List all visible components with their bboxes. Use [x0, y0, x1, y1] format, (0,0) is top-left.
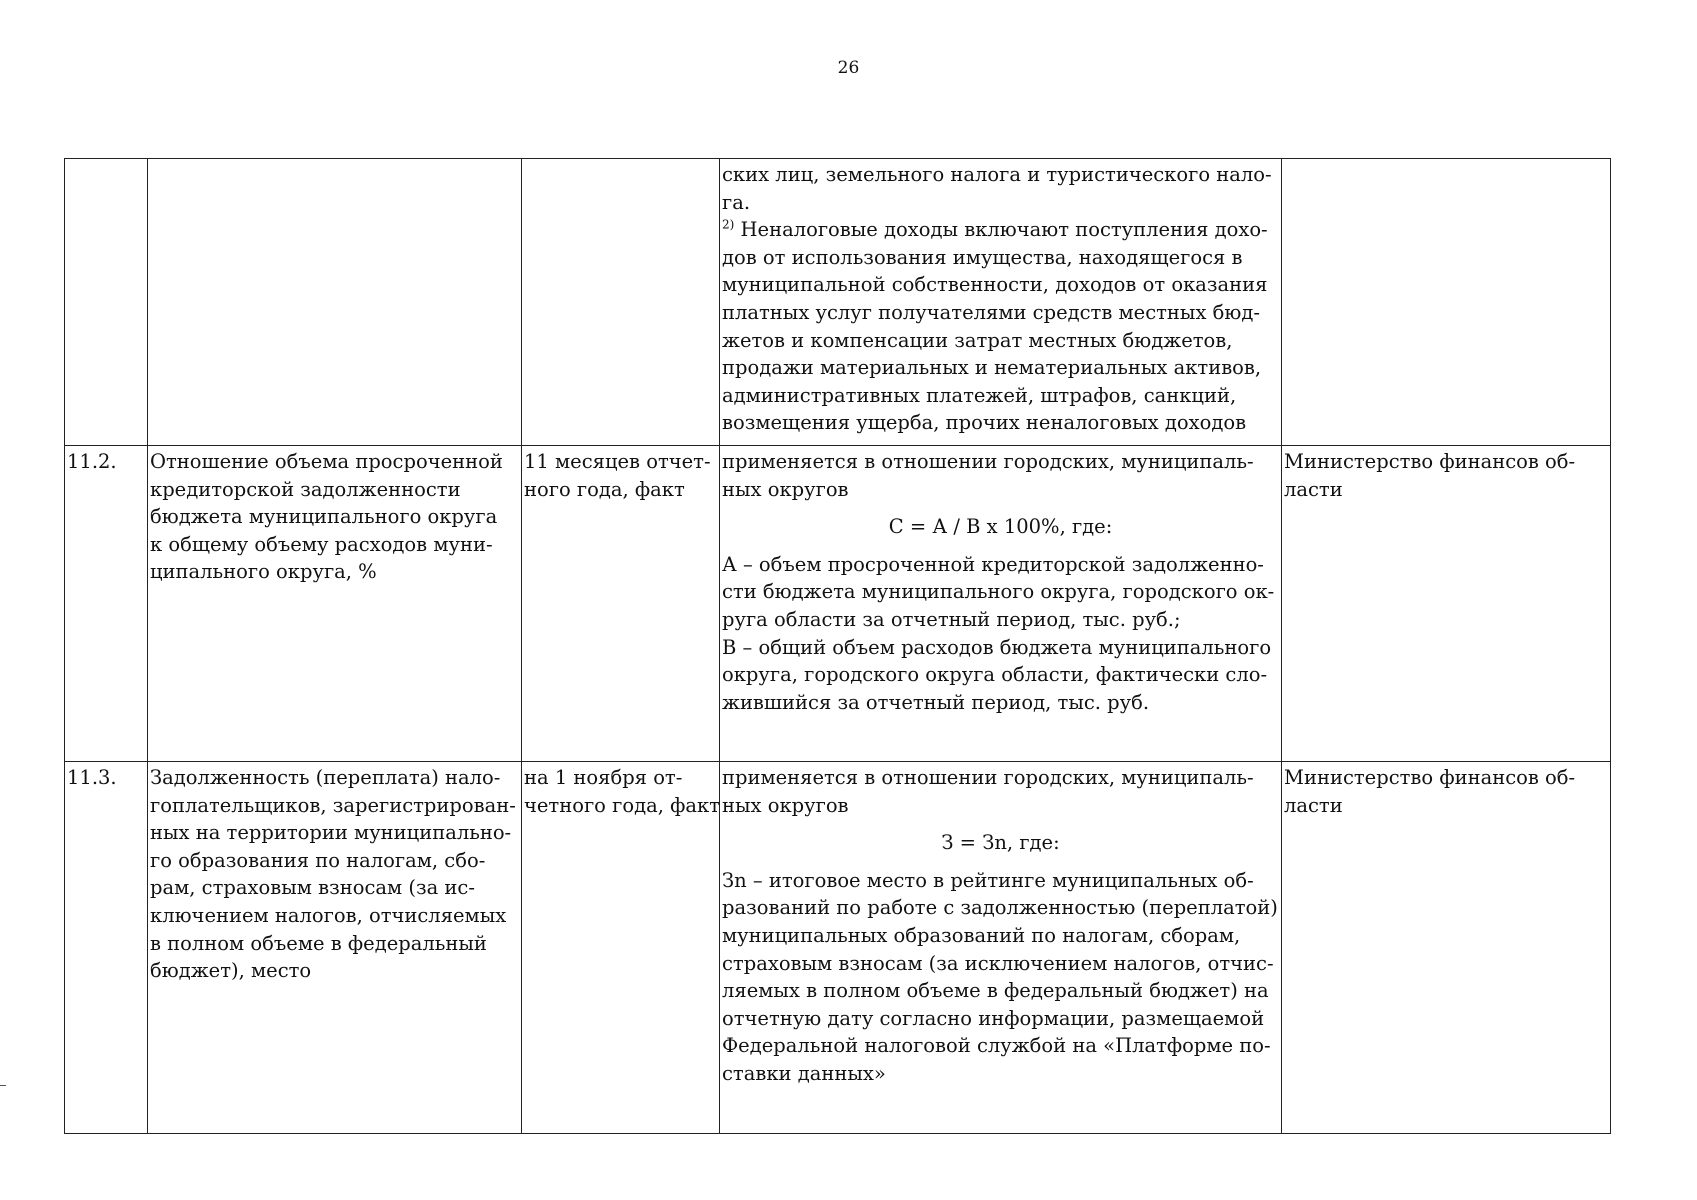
table-row-continuation	[65, 159, 1611, 446]
row-number: 11.2.	[67, 450, 117, 473]
row-number-cell	[65, 762, 148, 1134]
row-number-cell	[65, 446, 148, 762]
page-number: 26	[837, 58, 860, 78]
text-line: четного года, факт	[524, 793, 720, 817]
row-number: 11.3.	[67, 766, 117, 789]
text-line: ных округов	[722, 477, 849, 501]
text-line: разований по работе с задолженностью (переплатой)	[722, 896, 1278, 920]
text-line: 11 месяцев отчет-	[524, 450, 711, 473]
text-line: Отношение объема просроченной	[150, 450, 503, 473]
text-line: жетов и компенсации затрат местных бюджетов,	[722, 328, 1233, 352]
text-line: ных округов	[722, 793, 849, 817]
text-line: возмещения ущерба, прочих неналоговых доходов	[722, 411, 1247, 435]
text-line: ских лиц, земельного налога и туристического нало-	[722, 163, 1272, 186]
text-line: Задолженность (переплата) нало-	[150, 766, 501, 789]
text-line: гоплательщиков, зарегистрирован-	[150, 793, 516, 817]
text-line: бюджета муниципального округа	[150, 505, 498, 529]
table-row-11-2	[65, 446, 1611, 762]
method-cell	[720, 446, 1282, 762]
text-line: А – объем просроченной кредиторской задолженно-	[722, 552, 1264, 576]
period-cell	[522, 446, 720, 762]
text-line: применяется в отношении городских, муниципаль-	[722, 450, 1254, 473]
text-line: жившийся за отчетный период, тыс. руб.	[722, 690, 1150, 714]
text-line: ного года, факт	[524, 477, 685, 501]
method-cell	[720, 159, 1282, 446]
text-line: ласти	[1284, 477, 1343, 501]
formula: З = Зn, где:	[941, 831, 1060, 855]
text-line: бюджет), место	[150, 959, 312, 983]
footnote-marker: 2)	[722, 217, 735, 232]
text-line: страховым взносам (за исключением налогов, отчис-	[722, 951, 1274, 975]
text-line: ных на территории муниципально-	[150, 821, 512, 845]
text-line: кредиторской задолженности	[150, 477, 461, 501]
text-line	[722, 216, 1279, 244]
text-line: ставки данных»	[722, 1061, 886, 1085]
period-cell	[522, 762, 720, 1134]
text-line: дов от использования имущества, находящегося в	[722, 245, 1243, 269]
indicator-table	[64, 158, 1611, 1134]
text-line: руга области за отчетный период, тыс. руб.;	[722, 607, 1181, 631]
responsible-cell	[1282, 762, 1611, 1134]
text-line: продажи материальных и нематериальных активов,	[722, 356, 1262, 380]
text-line: ципального округа, %	[150, 560, 377, 584]
table-row-11-3	[65, 762, 1611, 1134]
indicator-name-cell	[148, 762, 522, 1134]
text-line: Министерство финансов об-	[1284, 450, 1576, 473]
responsible-cell	[1282, 159, 1611, 446]
text-line: применяется в отношении городских, муниципаль-	[722, 766, 1254, 789]
text-line: рам, страховым взносам (за ис-	[150, 876, 475, 900]
text-line: муниципальных образований по налогам, сборам,	[722, 923, 1241, 947]
formula: С = А / В х 100%, где:	[888, 515, 1113, 539]
text-line: Министерство финансов об-	[1284, 766, 1576, 789]
text-line: ключением налогов, отчисляемых	[150, 903, 507, 927]
text-line: В – общий объем расходов бюджета муниципального	[722, 635, 1272, 659]
text-line: отчетную дату согласно информации, размещаемой	[722, 1006, 1265, 1030]
text-line: административных платежей, штрафов, санкций,	[722, 383, 1237, 407]
text-line: ляемых в полном объеме в федеральный бюджет) на	[722, 979, 1269, 1003]
text-line: га.	[722, 190, 751, 214]
text-line: платных услуг получателями средств местных бюд-	[722, 300, 1260, 324]
text-line: сти бюджета муниципального округа, городского ок-	[722, 580, 1275, 604]
responsible-cell	[1282, 446, 1611, 762]
text-line: муниципальной собственности, доходов от оказания	[722, 273, 1268, 297]
text-line: го образования по налогам, сбо-	[150, 848, 486, 872]
margin-tick-mark	[0, 1085, 6, 1086]
text-fragment: Неналоговые доходы включают поступления дохо-	[734, 218, 1268, 242]
row-number-cell	[65, 159, 148, 446]
method-cell	[720, 762, 1282, 1134]
text-line: Зn – итоговое место в рейтинге муниципальных об-	[722, 868, 1254, 892]
text-line: к общему объему расходов муни-	[150, 532, 493, 556]
indicator-name-cell	[148, 446, 522, 762]
text-line: ласти	[1284, 793, 1343, 817]
text-line: на 1 ноября от-	[524, 766, 683, 789]
text-line: в полном объеме в федеральный	[150, 931, 487, 955]
text-line: Федеральной налоговой службой на «Платформе по-	[722, 1034, 1271, 1058]
text-line: округа, городского округа области, фактически сло-	[722, 663, 1268, 687]
indicator-name-cell	[148, 159, 522, 446]
period-cell	[522, 159, 720, 446]
